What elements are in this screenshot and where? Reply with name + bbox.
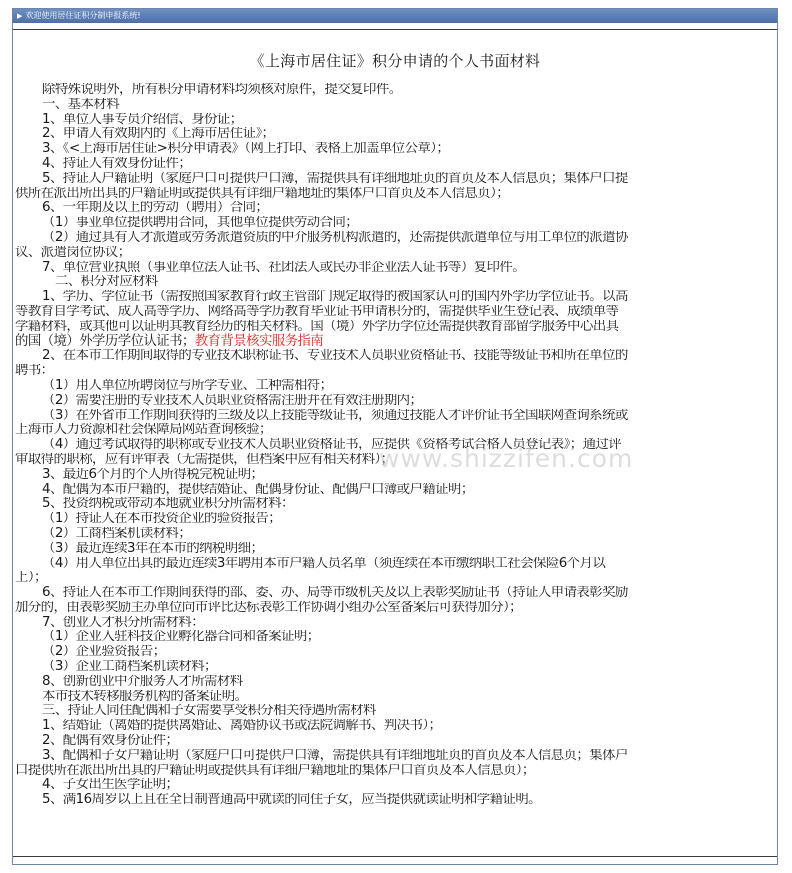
list-item-continued: 供所在派出所出具的户籍证明或提供具有详细户籍地址的集体户口首页及本人信息页）； [15, 186, 510, 201]
sub-item-continued: 审取得的职称，应有评审表（无需提供，但档案中应有相关材料）； [15, 452, 394, 467]
sub-item: （1）企业入驻科技企业孵化器合同和备案证明； [42, 630, 320, 645]
welcome-banner [13, 9, 777, 23]
list-item: 1、结婚证（离婚的提供离婚证、离婚协议书或法院调解书、判决书）； [42, 719, 442, 734]
list-item: 8、创新创业中介服务人才所需材料 [42, 674, 243, 689]
section-heading: 二、积分对应材料 [55, 275, 158, 290]
list-item: 7、创业人才积分所需材料： [42, 615, 205, 630]
list-item-text: 的国（境）外学历学位认证书； [15, 333, 195, 349]
education-verification-link[interactable]: 教育背景核实服务指南 [194, 333, 324, 349]
section-heading: 三、持证人同住配偶和子女需要享受积分相关待遇所需材料 [42, 704, 376, 719]
sub-item: （2）工商档案机读材料； [42, 526, 192, 541]
sub-item: （3）最近连续3年在本市的纳税明细； [42, 541, 264, 556]
triangle-right-icon: ▶ [17, 12, 23, 20]
sub-item: （2）企业验资报告； [42, 645, 166, 660]
list-item-continued: 学籍材料，或其他可以证明其教育经历的相关材料。国（境）外学历学位还需提供教育部留学服务中心出具 [15, 319, 619, 334]
sub-item: （1）用人单位所聘岗位与所学专业、工种需相符； [42, 378, 333, 393]
list-item: 6、持证人在本市工作期间获得的部、委、办、局等市级机关及以上表彰奖励证书（持证人申请表彰奖励 [42, 586, 628, 601]
list-item: 4、子女出生医学证明； [42, 778, 179, 793]
sub-item: （2）需要注册的专业技术人员职业资格需注册并在有效注册期内； [42, 393, 423, 408]
list-item-continued: 加分的，由表彰奖励主办单位向市评比达标表彰工作协调小组办公室备案后可获得加分）； [15, 600, 522, 615]
list-item-continued: 口提供所在派出所出具的户籍证明或提供具有详细户籍地址的集体户口首页及本人信息页）； [15, 763, 535, 778]
sub-item-continued: 议、派遣岗位协议； [15, 245, 131, 260]
sub-item: （4）用人单位出具的最近连续3年聘用本市户籍人员名单（须连续在本市缴纳职工社会保险6个月以 [42, 556, 606, 571]
list-item-continued [15, 335, 775, 350]
list-item: 1、学历、学位证书（需按照国家教育行政主管部门规定取得的被国家认可的国内外学历学位证书。以高 [42, 290, 628, 305]
list-item: 4、持证人有效身份证件； [42, 156, 192, 171]
list-item-continued: 聘书： [15, 364, 54, 379]
list-item: 3、《<上海市居住证>积分申请表》（网上打印、表格上加盖单位公章）； [42, 142, 450, 157]
sub-item-continued: 上海市人力资源和社会保障局网站查询核验； [15, 423, 272, 438]
list-item: 2、在本市工作期间取得的专业技术职称证书、专业技术人员职业资格证书、技能等级证书和所在单位的 [42, 349, 628, 364]
list-item-continued: 等教育自学考试、成人高等学历、网络高等学历教育毕业证书申请积分的，需提供毕业生登记表、成绩单等 [15, 304, 619, 319]
list-item-continued: 本市技术转移服务机构的备案证明。 [42, 689, 248, 704]
list-item: 4、配偶为本市户籍的，提供结婚证、配偶身份证、配偶户口簿或户籍证明； [42, 482, 474, 497]
materials-content [13, 29, 777, 857]
list-item: 3、配偶和子女户籍证明（家庭户口可提供户口簿，需提供具有详细地址页的首页及本人信息页；集体户 [42, 748, 628, 763]
sub-item: （3）在外省市工作期间获得的三级及以上技能等级证书，须通过技能人才评价证书全国联网查询系统或 [42, 408, 628, 423]
materials-list [13, 83, 777, 808]
sub-item: （2）通过具有人才派遣或劳务派遣资质的中介服务机构派遣的，还需提供派遣单位与用工单位的派遣协 [42, 230, 628, 245]
list-item: 2、申请人有效期内的《上海市居住证》； [42, 127, 275, 142]
sub-item: （1）事业单位提供聘用合同，其他单位提供劳动合同； [42, 216, 359, 231]
list-item: 5、满16周岁以上且在全日制普通高中就读的同住子女，应当提供就读证明和学籍证明。 [42, 793, 542, 808]
list-item: 3、最近6个月的个人所得税完税证明； [42, 467, 264, 482]
page-title: 《上海市居住证》积分申请的个人书面材料 [249, 52, 541, 70]
list-item: 7、单位营业执照（事业单位法人证书、社团法人或民办非企业法人证书等）复印件。 [42, 260, 526, 275]
list-item: 5、投资纳税或带动本地就业积分所需材料： [42, 497, 294, 512]
list-item: 6、一年期及以上的劳动（聘用）合同； [42, 201, 269, 216]
list-item: 5、持证人户籍证明（家庭户口可提供户口簿，需提供具有详细地址页的首页及本人信息页；集体户口提 [42, 171, 628, 186]
watermark: www.shizzifen.com [379, 444, 634, 473]
sub-item: （3）企业工商档案机读材料； [42, 660, 217, 675]
page-frame [12, 8, 778, 865]
section-heading: 一、基本材料 [42, 97, 120, 112]
sub-item-continued: 上）； [15, 571, 47, 586]
list-item: 1、单位人事专员介绍信、身份证； [42, 112, 243, 127]
banner-text: 欢迎使用居住证积分制申报系统! [25, 11, 141, 20]
sub-item: （1）持证人在本市投资企业的验资报告； [42, 512, 282, 527]
sub-item: （4）通过考试取得的职称或专业技术人员职业资格证书，应提供《资格考试合格人员登记表》；通过评 [42, 438, 622, 453]
intro-line: 除特殊说明外，所有积分申请材料均须核对原件，提交复印件。 [42, 83, 402, 97]
list-item: 2、配偶有效身份证件； [42, 734, 179, 749]
